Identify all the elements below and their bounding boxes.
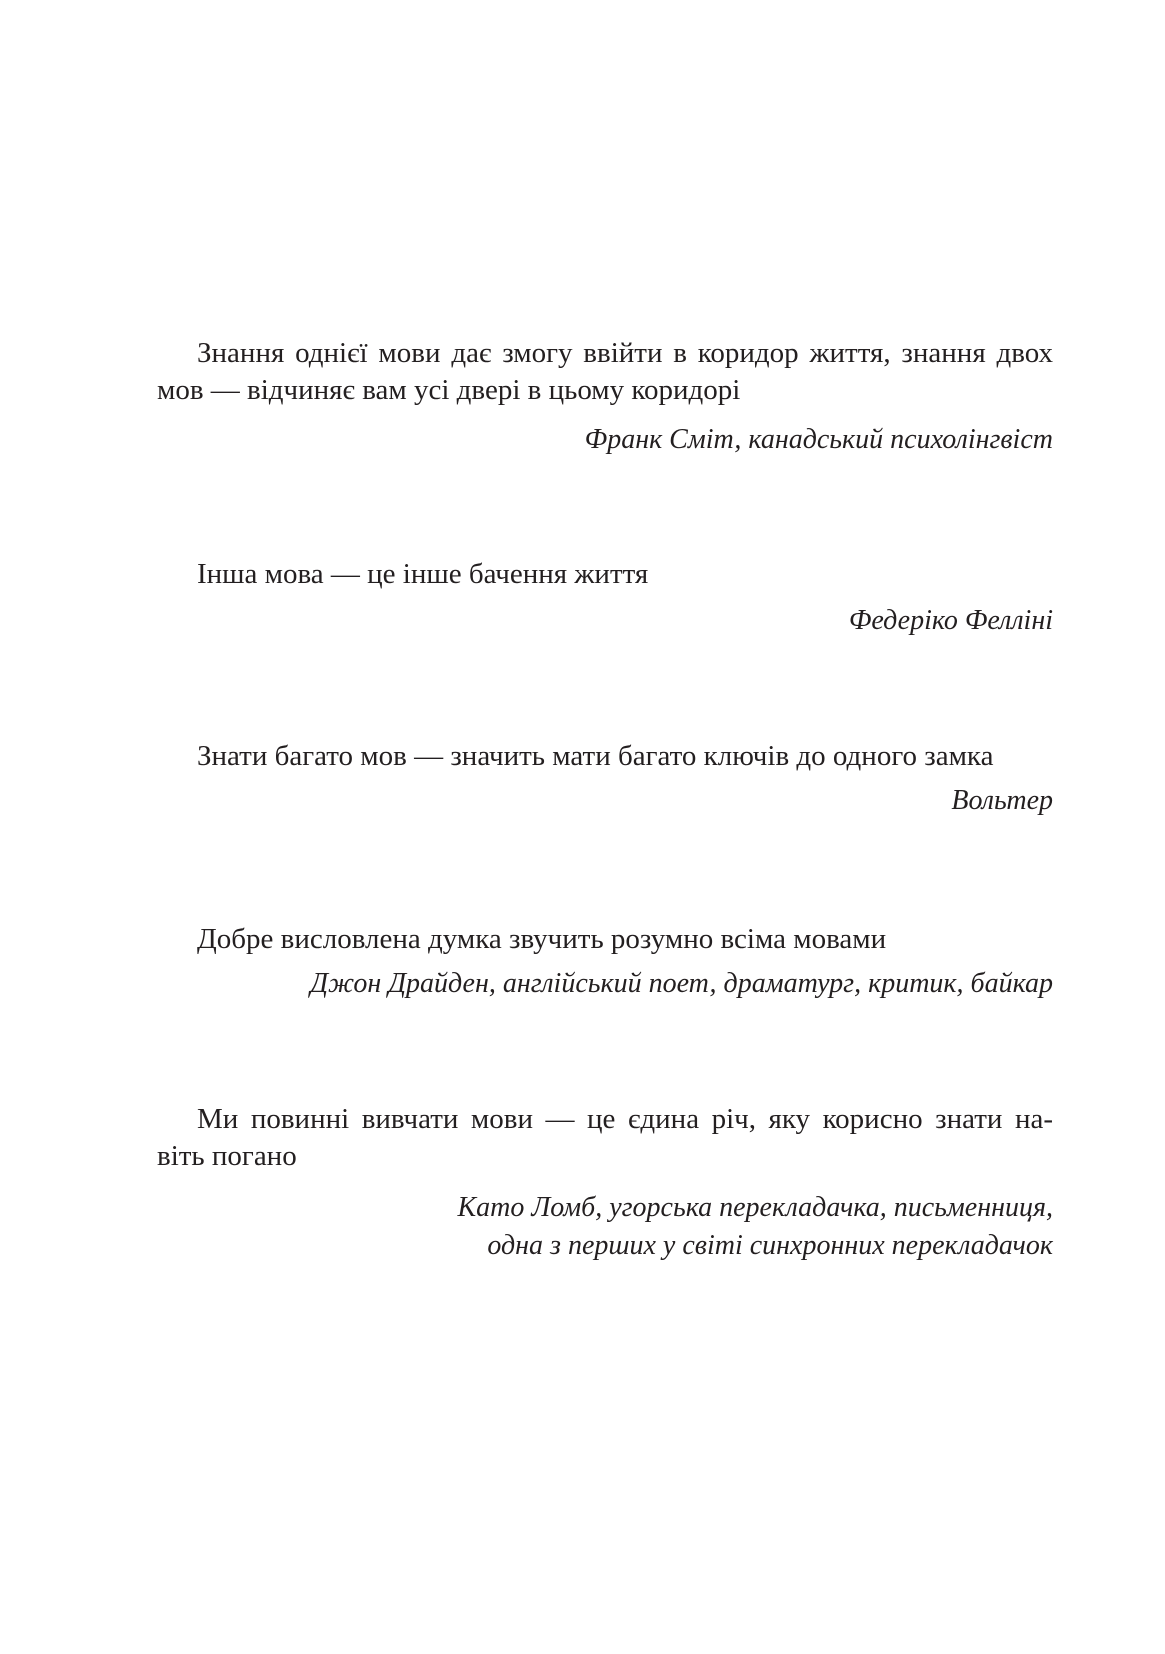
quote-attribution xyxy=(157,965,1053,1002)
quote-line: Знати багато мов — значить мати багато ключів до одного замка xyxy=(197,740,994,772)
quote-block xyxy=(157,1101,1053,1264)
quote-block xyxy=(157,738,1053,819)
quote-line: Добре висловлена думка звучить розумно всіма мовами xyxy=(197,923,887,955)
quote-attribution xyxy=(157,602,1053,639)
quote-line: віть погано xyxy=(157,1140,297,1172)
quote-block xyxy=(157,556,1053,639)
quote-block xyxy=(157,335,1053,458)
attribution-line: одна з перших у світі синхронних перекладачок xyxy=(487,1230,1053,1261)
quote-text xyxy=(157,921,1053,958)
attribution-line: Вольтер xyxy=(951,785,1053,816)
quote-line: Знання однієї мови дає змогу ввійти в коридор життя, знання двох xyxy=(197,337,1053,369)
attribution-line: Федеріко Фелліні xyxy=(848,605,1053,636)
attribution-line: Франк Сміт, канадський психолінгвіст xyxy=(584,424,1053,455)
quote-line: Інша мова — це інше бачення життя xyxy=(197,558,649,590)
quote-text xyxy=(157,556,1053,593)
quote-line: мов — відчиняє вам усі двері в цьому коридорі xyxy=(157,374,741,406)
quote-attribution xyxy=(157,1189,1053,1264)
quote-text xyxy=(157,738,1053,775)
quote-block xyxy=(157,921,1053,1002)
quote-attribution xyxy=(157,782,1053,819)
quote-attribution xyxy=(157,421,1053,458)
quote-text xyxy=(157,335,1053,409)
quote-text xyxy=(157,1101,1053,1175)
quote-line: Ми повинні вивчати мови — це єдина річ, яку корисно знати на- xyxy=(197,1103,1053,1135)
attribution-line: Джон Драйден, англійський поет, драматург, критик, байкар xyxy=(310,968,1053,999)
attribution-line: Като Ломб, угорська перекладачка, письменниця, xyxy=(457,1192,1053,1223)
